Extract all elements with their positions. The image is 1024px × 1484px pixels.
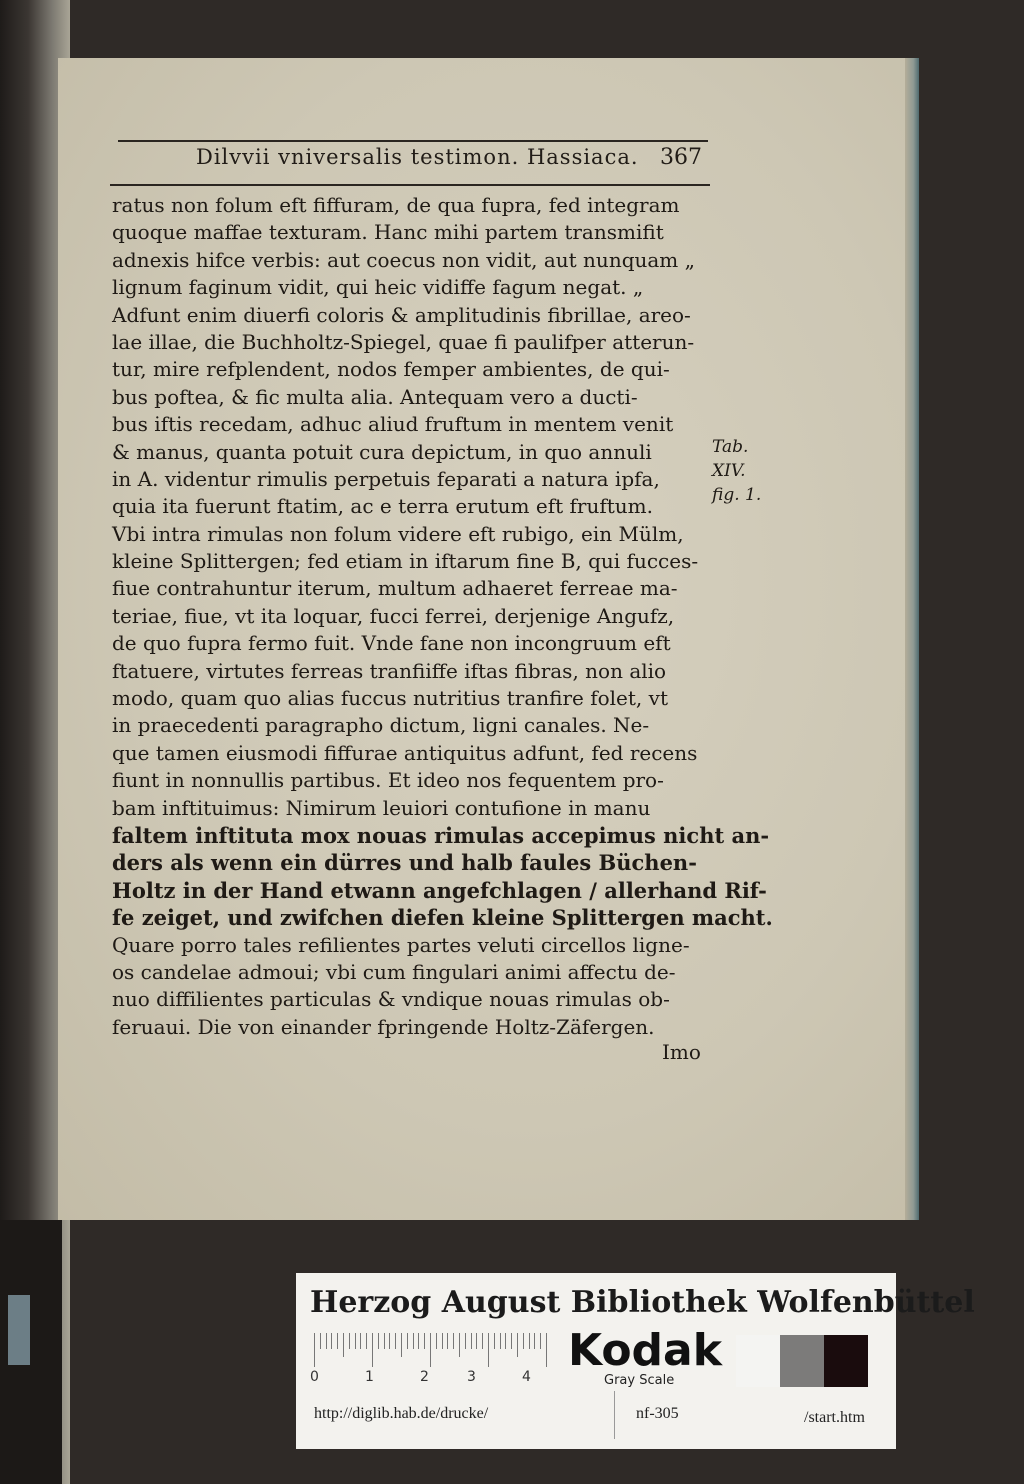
- page-number: 367: [660, 145, 702, 170]
- text-line: in praecedenti paragrapho dictum, ligni canales. Ne-: [112, 713, 650, 738]
- ruler-tick: [389, 1333, 390, 1349]
- ruler-tick: [360, 1333, 361, 1349]
- text-line: Adfunt enim diuerfi coloris & amplitudinis fibrillae, areo-: [112, 302, 691, 327]
- text-line: teriae, fiue, vt ita loquar, fucci ferrei, derjenige Angufz,: [112, 603, 675, 628]
- library-title: Herzog August Bibliothek Wolfenbüttel: [310, 1285, 975, 1320]
- text-line: Quare porro tales refilientes partes veluti circellos ligne-: [112, 932, 690, 957]
- ruler-tick: [453, 1333, 454, 1349]
- header-rule-top: [118, 140, 708, 142]
- ruler-tick: [459, 1333, 460, 1357]
- gray-scale-label: Gray Scale: [604, 1373, 675, 1388]
- ruler-tick: [511, 1333, 512, 1349]
- ruler-tick: [326, 1333, 327, 1349]
- text-line: ftatuere, virtutes ferreas tranfiiffe iftas fibras, non alio: [112, 658, 667, 683]
- ruler-tick: [447, 1333, 448, 1349]
- ruler-tick: [418, 1333, 419, 1349]
- ruler-tick: [476, 1333, 477, 1349]
- page-edge: [905, 58, 919, 1220]
- ruler-tick: [343, 1333, 344, 1357]
- text-line: fiunt in nonnullis partibus. Et ideo nos fequentem pro-: [112, 768, 664, 793]
- margin-line: Tab.: [712, 437, 749, 457]
- swatch-white: [736, 1335, 780, 1387]
- text-line: Holtz in der Hand etwann angefchlagen / allerhand Rif-: [112, 877, 767, 903]
- text-line: Vbi intra rimulas non folum videre eft rubigo, ein Mülm,: [112, 521, 684, 546]
- text-line: ders als wenn ein dürres und halb faules Büchen-: [112, 850, 697, 876]
- ruler-tick: [517, 1333, 518, 1357]
- scale-number: 4: [522, 1369, 531, 1385]
- text-line: lignum faginum vidit, qui heic vidiffe fagum negat. „: [112, 275, 644, 300]
- ruler-tick: [529, 1333, 530, 1349]
- swatch-black: [824, 1335, 868, 1387]
- scale-number: 2: [420, 1369, 429, 1385]
- ruler-tick: [430, 1333, 431, 1367]
- text-line: bam inftituimus: Nimirum leuiori contufione in manu: [112, 795, 651, 820]
- ruler-tick: [494, 1333, 495, 1349]
- text-line: kleine Splittergen; fed etiam in iftarum fine B, qui fucces-: [112, 549, 699, 574]
- ruler-tick: [500, 1333, 501, 1349]
- text-line: adnexis hifce verbis: aut coecus non vidit, aut nunquam „: [112, 247, 695, 272]
- ruler-tick: [534, 1333, 535, 1349]
- text-line: os candelae admoui; vbi cum fingulari animi affectu de-: [112, 959, 676, 984]
- catchword: Imo: [662, 1040, 701, 1064]
- ruler-tick: [442, 1333, 443, 1349]
- divider: [614, 1391, 615, 1439]
- kodak-logo: Kodak: [568, 1325, 722, 1376]
- margin-line: fig. 1.: [712, 485, 762, 505]
- ruler-tick: [314, 1333, 315, 1367]
- ruler-tick: [482, 1333, 483, 1349]
- start-path: /start.htm: [804, 1409, 865, 1426]
- text-line: nuo diffilientes particulas & vndique nouas rimulas ob-: [112, 987, 670, 1012]
- ruler-tick: [505, 1333, 506, 1349]
- margin-line: XIV.: [712, 461, 746, 481]
- text-line: quia ita fuerunt ftatim, ac e terra erutum eft fruftum.: [112, 494, 653, 519]
- library-color-target: [296, 1273, 975, 1449]
- ruler-tick: [320, 1333, 321, 1349]
- scale-number: 3: [467, 1369, 476, 1385]
- swatch-gray: [780, 1335, 824, 1387]
- blue-edge-mark: [8, 1295, 30, 1365]
- ruler-tick: [407, 1333, 408, 1349]
- text-line: feruaui. Die von einander fpringende Holtz-Zäfergen.: [112, 1014, 655, 1039]
- scale-number: 0: [310, 1369, 319, 1385]
- ruler-tick: [384, 1333, 385, 1349]
- text-line: in A. videntur rimulis perpetuis feparati a natura ipfa,: [112, 466, 660, 491]
- text-line: ratus non folum eft fiffuram, de qua fupra, fed integram: [112, 193, 680, 217]
- text-line: & manus, quanta potuit cura depictum, in quo annuli: [112, 439, 652, 464]
- ruler-tick: [523, 1333, 524, 1349]
- ruler-tick: [337, 1333, 338, 1349]
- text-line: fiue contrahuntur iterum, multum adhaeret ferreae ma-: [112, 576, 678, 601]
- scale-number: 1: [365, 1369, 374, 1385]
- ruler-tick: [378, 1333, 379, 1349]
- ruler-tick: [395, 1333, 396, 1349]
- text-line: bus iftis recedam, adhuc aliud fruftum in mentem venit: [112, 412, 674, 437]
- marginal-note: [712, 435, 761, 507]
- source-url: http://diglib.hab.de/drucke/: [314, 1405, 489, 1422]
- text-line: modo, quam quo alias fuccus nutritius tranfire folet, vt: [112, 686, 668, 711]
- text-line: bus poftea, & fic multa alia. Antequam vero a ducti-: [112, 384, 638, 409]
- ruler-tick: [372, 1333, 373, 1367]
- ruler-tick: [436, 1333, 437, 1349]
- text-line: faltem inftituta mox nouas rimulas accepimus nicht an-: [112, 822, 770, 848]
- header-rule-bottom: [110, 184, 710, 186]
- text-line: que tamen eiusmodi fiffurae antiquitus adfunt, fed recens: [112, 740, 698, 765]
- running-title: Dilvvii vniversalis testimon. Hassiaca.: [196, 145, 639, 169]
- text-line: quoque maffae texturam. Hanc mihi partem transmifit: [112, 220, 664, 245]
- ruler-tick: [413, 1333, 414, 1349]
- ruler-tick: [471, 1333, 472, 1349]
- text-line: de quo fupra fermo fuit. Vnde fane non incongruum eft: [112, 631, 671, 656]
- ruler-tick: [424, 1333, 425, 1349]
- ruler-tick: [488, 1333, 489, 1367]
- ruler-tick: [366, 1333, 367, 1349]
- ruler-tick: [331, 1333, 332, 1349]
- text-line: tur, mire refplendent, nodos femper ambientes, de qui-: [112, 357, 670, 382]
- ruler-tick: [465, 1333, 466, 1349]
- scale-ruler: [314, 1333, 546, 1367]
- shelfmark: nf-305: [636, 1405, 679, 1422]
- ruler-tick: [540, 1333, 541, 1349]
- ruler-tick: [401, 1333, 402, 1357]
- ruler-tick: [355, 1333, 356, 1349]
- text-line: fe zeiget, und zwifchen diefen kleine Splittergen macht.: [112, 905, 773, 931]
- text-line: lae illae, die Buchholtz-Spiegel, quae fi paulifper atterun-: [112, 329, 695, 354]
- ruler-tick: [349, 1333, 350, 1349]
- ruler-tick: [546, 1333, 547, 1367]
